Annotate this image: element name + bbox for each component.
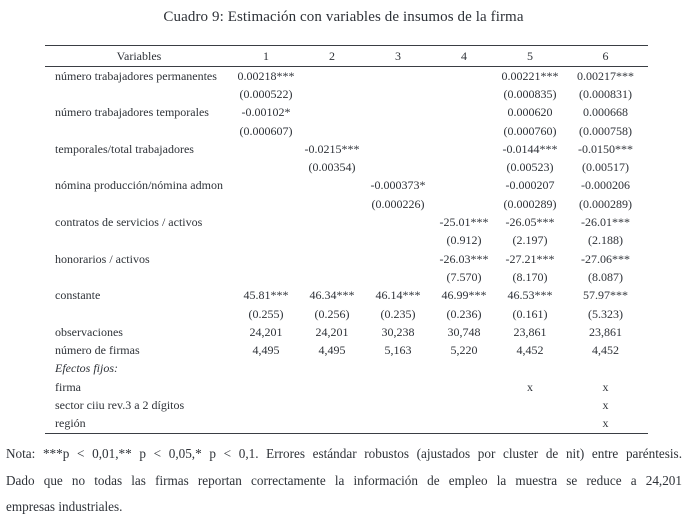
- value-cell: -27.21***: [505, 251, 555, 266]
- value-cell: [431, 158, 497, 176]
- value-cell: [299, 177, 365, 195]
- value-cell: [299, 378, 365, 396]
- row-label: [45, 85, 233, 103]
- column-header-2: 2: [299, 46, 365, 67]
- row-label-efectos-fijos: Efectos fijos:: [55, 361, 118, 376]
- value-cell: x: [602, 379, 609, 394]
- value-cell: [497, 360, 563, 378]
- row-label: observaciones: [55, 324, 123, 339]
- value-cell: [365, 67, 431, 86]
- value-cell: x: [602, 397, 609, 412]
- value-cell: [365, 158, 431, 176]
- table-row: [45, 323, 648, 341]
- value-cell: -0.000207: [505, 178, 555, 193]
- value-cell: (2.188): [588, 233, 623, 248]
- row-label: firma: [55, 379, 81, 394]
- value-cell: [497, 396, 563, 414]
- table-row: [45, 287, 648, 305]
- value-cell: (0.000226): [371, 196, 425, 211]
- value-cell: -0.0215***: [304, 141, 360, 156]
- value-cell: 46.53***: [507, 288, 553, 303]
- value-cell: 0.000620: [507, 105, 553, 120]
- value-cell: [299, 195, 365, 213]
- row-label: [45, 195, 233, 213]
- row-label: [45, 305, 233, 323]
- value-cell: [233, 232, 299, 250]
- value-cell: [299, 122, 365, 140]
- value-cell: [299, 415, 365, 434]
- value-cell: -0.000373*: [370, 178, 426, 193]
- value-cell: (0.00354): [308, 160, 356, 175]
- table-row: [45, 158, 648, 176]
- value-cell: [299, 85, 365, 103]
- value-cell: (0.000289): [503, 196, 557, 211]
- value-cell: 0.00217***: [577, 68, 634, 83]
- value-cell: 0.00221***: [501, 68, 559, 83]
- value-cell: [299, 232, 365, 250]
- row-label: región: [55, 416, 86, 431]
- table-row: [45, 232, 648, 250]
- value-cell: 30,238: [381, 324, 415, 339]
- value-cell: [431, 122, 497, 140]
- value-cell: [431, 415, 497, 434]
- table-row: [45, 378, 648, 396]
- value-cell: -26.01***: [581, 215, 630, 230]
- value-cell: -26.03***: [439, 251, 489, 266]
- value-cell: -0.0150***: [578, 141, 633, 156]
- value-cell: [233, 213, 299, 231]
- row-label: nómina producción/nómina admon: [55, 178, 223, 193]
- value-cell: [497, 415, 563, 434]
- table-row: [45, 104, 648, 122]
- row-label: [45, 158, 233, 176]
- value-cell: [365, 415, 431, 434]
- value-cell: -0.0144***: [502, 141, 558, 156]
- column-header-1: 1: [233, 46, 299, 67]
- row-label: [45, 268, 233, 286]
- value-cell: 23,861: [589, 324, 622, 339]
- value-cell: [431, 67, 497, 86]
- value-cell: (0.000835): [503, 86, 557, 101]
- value-cell: [431, 378, 497, 396]
- value-cell: (0.912): [446, 233, 482, 248]
- value-cell: -0.00102*: [241, 105, 291, 120]
- value-cell: 24,201: [249, 324, 283, 339]
- value-cell: (0.255): [248, 306, 284, 321]
- value-cell: 46.34***: [309, 288, 355, 303]
- value-cell: [365, 268, 431, 286]
- value-cell: 46.14***: [375, 288, 421, 303]
- table-row: [45, 305, 648, 323]
- column-header-variables: Variables: [45, 46, 233, 67]
- table-row: [45, 213, 648, 231]
- row-label: número de firmas: [55, 343, 140, 358]
- value-cell: [299, 396, 365, 414]
- value-cell: -27.06***: [581, 251, 630, 266]
- value-cell: 4,495: [318, 343, 346, 358]
- value-cell: 0.000668: [583, 105, 628, 120]
- column-header-4: 4: [431, 46, 497, 67]
- value-cell: [233, 378, 299, 396]
- value-cell: (0.000758): [579, 123, 632, 138]
- footnote-line: empresas industriales.: [6, 499, 123, 514]
- table-footnote: [6, 441, 682, 521]
- row-label: número trabajadores temporales: [55, 105, 209, 120]
- value-cell: [299, 104, 365, 122]
- value-cell: (0.000522): [239, 86, 293, 101]
- value-cell: (7.570): [446, 269, 482, 284]
- table-row: [45, 396, 648, 414]
- value-cell: (0.000289): [579, 196, 632, 211]
- column-header-3: 3: [365, 46, 431, 67]
- value-cell: [563, 360, 648, 378]
- value-cell: (8.170): [512, 269, 548, 284]
- value-cell: [365, 250, 431, 268]
- value-cell: 57.97***: [583, 288, 628, 303]
- column-header-5: 5: [497, 46, 563, 67]
- table-row: [45, 122, 648, 140]
- value-cell: [365, 104, 431, 122]
- value-cell: [233, 140, 299, 158]
- value-cell: [299, 213, 365, 231]
- row-label: honorarios / activos: [55, 251, 150, 266]
- value-cell: (2.197): [512, 233, 548, 248]
- table-row: [45, 85, 648, 103]
- value-cell: [365, 396, 431, 414]
- value-cell: 46.99***: [441, 288, 487, 303]
- table-row: [45, 140, 648, 158]
- table-row: [45, 195, 648, 213]
- value-cell: [365, 378, 431, 396]
- value-cell: 4,452: [516, 343, 544, 358]
- table-body: [45, 67, 648, 434]
- row-label: constante: [55, 288, 101, 303]
- value-cell: [431, 177, 497, 195]
- value-cell: x: [527, 379, 533, 394]
- value-cell: [299, 268, 365, 286]
- value-cell: [365, 140, 431, 158]
- table-row: [45, 268, 648, 286]
- value-cell: 30,748: [447, 324, 481, 339]
- value-cell: (0.256): [314, 306, 350, 321]
- value-cell: [431, 195, 497, 213]
- table-row: [45, 250, 648, 268]
- value-cell: [299, 360, 365, 378]
- value-cell: (0.000607): [239, 123, 293, 138]
- value-cell: [365, 122, 431, 140]
- table-row: [45, 341, 648, 359]
- row-label: contratos de servicios / activos: [55, 215, 203, 230]
- value-cell: (0.000831): [579, 86, 632, 101]
- value-cell: -0.000206: [581, 178, 630, 193]
- value-cell: [431, 104, 497, 122]
- value-cell: [233, 396, 299, 414]
- value-cell: 5,220: [450, 343, 478, 358]
- table-row: [45, 415, 648, 434]
- value-cell: [431, 396, 497, 414]
- value-cell: [299, 250, 365, 268]
- value-cell: (0.00517): [582, 160, 629, 175]
- value-cell: (0.000760): [503, 123, 557, 138]
- row-label: [45, 232, 233, 250]
- table-row: [45, 360, 648, 378]
- value-cell: [233, 250, 299, 268]
- table-title: Cuadro 9: Estimación con variables de insumos de la firma: [163, 9, 524, 25]
- value-cell: [233, 415, 299, 434]
- row-label: número trabajadores permanentes: [55, 68, 217, 83]
- value-cell: [431, 360, 497, 378]
- value-cell: (0.236): [446, 306, 482, 321]
- table-row: [45, 177, 648, 195]
- value-cell: 5,163: [384, 343, 412, 358]
- value-cell: 45.81***: [243, 288, 289, 303]
- value-cell: -26.05***: [505, 215, 555, 230]
- value-cell: 0.00218***: [237, 68, 295, 83]
- value-cell: [233, 268, 299, 286]
- value-cell: (8.087): [588, 269, 623, 284]
- header-row: [45, 46, 648, 67]
- value-cell: [431, 85, 497, 103]
- regression-table: [45, 45, 648, 434]
- value-cell: [233, 158, 299, 176]
- value-cell: [431, 140, 497, 158]
- value-cell: [299, 67, 365, 86]
- value-cell: [233, 360, 299, 378]
- value-cell: 23,861: [513, 324, 547, 339]
- value-cell: [233, 177, 299, 195]
- value-cell: (5.323): [588, 306, 623, 321]
- row-label: sector ciiu rev.3 a 2 dígitos: [55, 397, 185, 412]
- value-cell: (0.161): [512, 306, 548, 321]
- value-cell: [365, 232, 431, 250]
- value-cell: 4,495: [252, 343, 280, 358]
- value-cell: x: [602, 416, 609, 431]
- value-cell: [233, 195, 299, 213]
- value-cell: (0.235): [380, 306, 416, 321]
- value-cell: [365, 360, 431, 378]
- row-label: [45, 122, 233, 140]
- footnote-line: Nota: ***p < 0,01,** p < 0,05,* p < 0,1. Errores estándar robustos (ajustados por cluster de nit) entre paréntesis.: [6, 446, 682, 461]
- value-cell: 4,452: [592, 343, 619, 358]
- value-cell: [365, 85, 431, 103]
- value-cell: (0.00523): [506, 160, 554, 175]
- footnote-line: Dado que no todas las firmas reportan correctamente la información de empleo la muestra se reduce a 24,201: [6, 472, 682, 488]
- table-row: [45, 67, 648, 86]
- value-cell: 24,201: [315, 324, 349, 339]
- column-header-6: 6: [563, 46, 648, 67]
- value-cell: -25.01***: [439, 215, 489, 230]
- row-label: temporales/total trabajadores: [55, 141, 194, 156]
- value-cell: [365, 213, 431, 231]
